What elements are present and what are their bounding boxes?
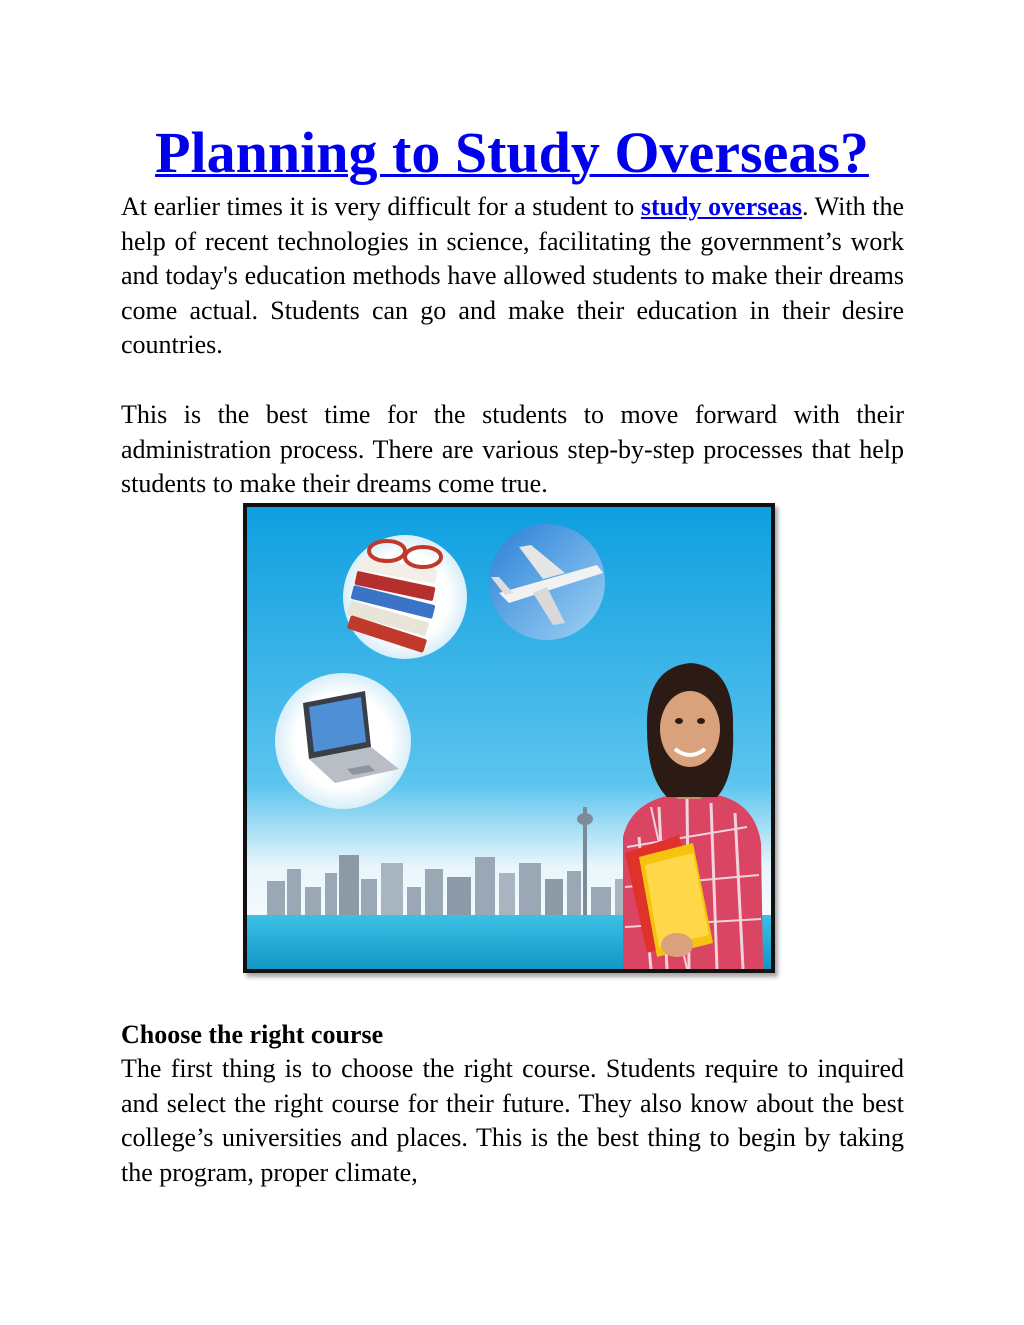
study-overseas-link[interactable]: study overseas bbox=[640, 192, 803, 221]
section-heading: Choose the right course bbox=[121, 1020, 384, 1049]
laptop-bubble bbox=[275, 673, 411, 809]
page-title bbox=[0, 120, 1024, 187]
intro-lead: At earlier times it is very difficult for a student to bbox=[121, 192, 641, 221]
title-link[interactable]: Planning to Study Overseas? bbox=[155, 120, 869, 185]
intro-tail: . With the help of recent technologies in science, facilitating the government’s work and today's education methods have allowed students to make their dreams come actual. Students can go and make their education in their desire countries. bbox=[121, 192, 904, 360]
airplane-bubble bbox=[489, 524, 605, 640]
body-paragraph-2: This is the best time for the students to move forward with their administration process. There are various step-by-step processes that help students to make their dreams come true. bbox=[121, 400, 904, 499]
intro-paragraph bbox=[121, 190, 904, 363]
books-bubble bbox=[343, 535, 467, 659]
study-abroad-illustration bbox=[243, 503, 775, 973]
section-body: The first thing is to choose the right course. Students require to inquired and select the right course for their future. They also know about the best college’s universities and places. This is the best thing to begin by taking the program, proper climate, bbox=[121, 1054, 904, 1187]
